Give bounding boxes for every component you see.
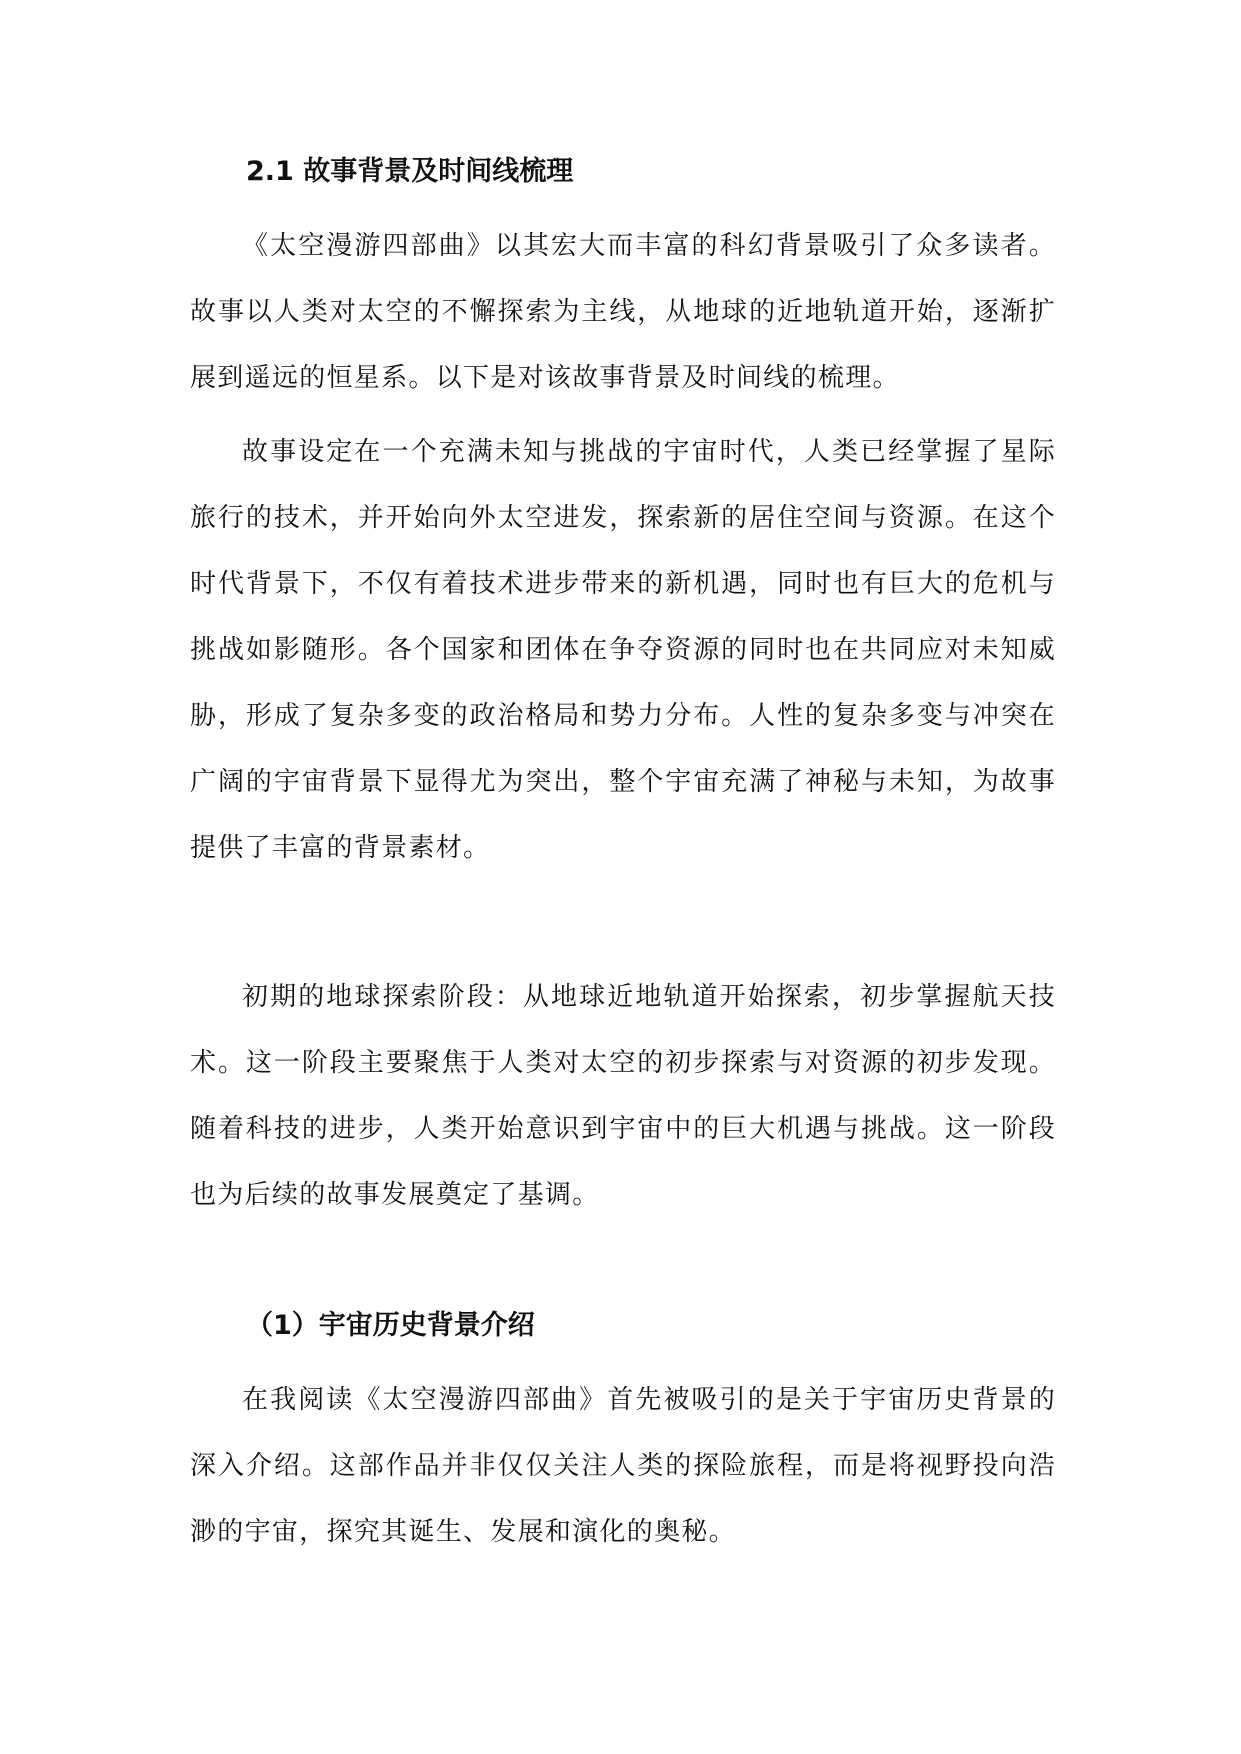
section-heading: 2.1 故事背景及时间线梳理: [246, 156, 574, 187]
paragraph-setting: 故事设定在一个充满未知与挑战的宇宙时代，人类已经掌握了星际旅行的技术，并开始向外太空进发，探索新的居住空间与资源。在这个时代背景下，不仅有着技术进步带来的新机遇，同时也有巨大的危机与挑战如影随形。各个国家和团体在争夺资源的同时也在共同应对未知威胁，形成了复杂多变的政治格局和势力分布。人性的复杂多变与冲突在广阔的宇宙背景下显得尤为突出，整个宇宙充满了神秘与未知，为故事提供了丰富的背景素材。: [190, 437, 1056, 863]
paragraph-cosmic-history: 在我阅读《太空漫游四部曲》首先被吸引的是关于宇宙历史背景的深入介绍。这部作品并非仅仅关注人类的探险旅程，而是将视野投向浩渺的宇宙，探究其诞生、发展和演化的奥秘。: [190, 1385, 1056, 1547]
paragraph-intro: 《太空漫游四部曲》以其宏大而丰富的科幻背景吸引了众多读者。故事以人类对太空的不懈探索为主线，从地球的近地轨道开始，逐渐扩展到遥远的恒星系。以下是对该故事背景及时间线的梳理。: [190, 231, 1056, 393]
paragraph-earth-exploration: 初期的地球探索阶段：从地球近地轨道开始探索，初步掌握航天技术。这一阶段主要聚焦于人类对太空的初步探索与对资源的初步发现。随着科技的进步，人类开始意识到宇宙中的巨大机遇与挑战。这一阶段也为后续的故事发展奠定了基调。: [190, 982, 1056, 1210]
subsection-heading: （1）宇宙历史背景介绍: [246, 1310, 535, 1341]
